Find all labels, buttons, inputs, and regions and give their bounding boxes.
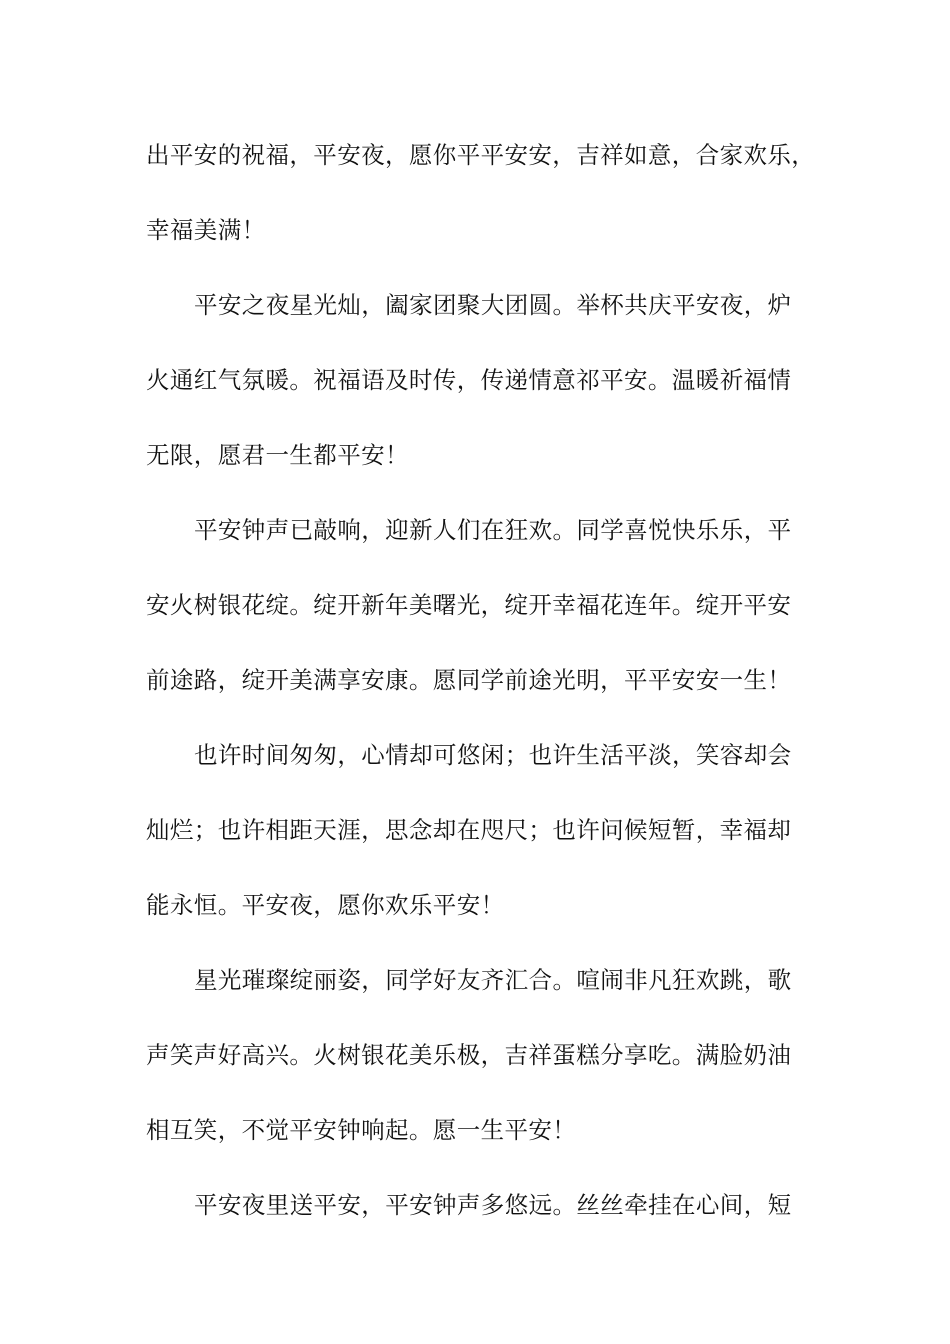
text-line: 幸福美满！ — [146, 216, 266, 244]
paragraph-first-line: 星光璀璨绽丽姿，同学好友齐汇合。喧闹非凡狂欢跳，歌 — [194, 966, 792, 994]
paragraph-first-line: 也许时间匆匆，心情却可悠闲；也许生活平淡，笑容却会 — [194, 741, 792, 769]
paragraph-first-line: 平安夜里送平安，平安钟声多悠远。丝丝牵挂在心间，短 — [194, 1191, 792, 1219]
text-line: 灿烂；也许相距天涯，思念却在咫尺；也许问候短暂，幸福却 — [146, 816, 792, 844]
text-line: 火通红气氛暖。祝福语及时传，传递情意祁平安。温暖祈福情 — [146, 366, 792, 394]
body-text — [146, 130, 816, 1255]
text-line: 无限，愿君一生都平安！ — [146, 441, 409, 469]
paragraph-first-line: 平安之夜星光灿，阖家团聚大团圆。举杯共庆平安夜，炉 — [194, 291, 792, 319]
text-line: 能永恒。平安夜，愿你欢乐平安！ — [146, 891, 505, 919]
text-line: 相互笑，不觉平安钟响起。愿一生平安！ — [146, 1116, 577, 1144]
text-line: 前途路，绽开美满享安康。愿同学前途光明，平平安安一生！ — [146, 666, 792, 694]
paragraph-first-line: 平安钟声已敲响，迎新人们在狂欢。同学喜悦快乐乐，平 — [194, 516, 792, 544]
text-line: 出平安的祝福，平安夜，愿你平平安安，吉祥如意，合家欢乐， — [146, 141, 816, 169]
text-line: 安火树银花绽。绽开新年美曙光，绽开幸福花连年。绽开平安 — [146, 591, 792, 619]
text-line: 声笑声好高兴。火树银花美乐极，吉祥蛋糕分享吃。满脸奶油 — [146, 1041, 792, 1069]
